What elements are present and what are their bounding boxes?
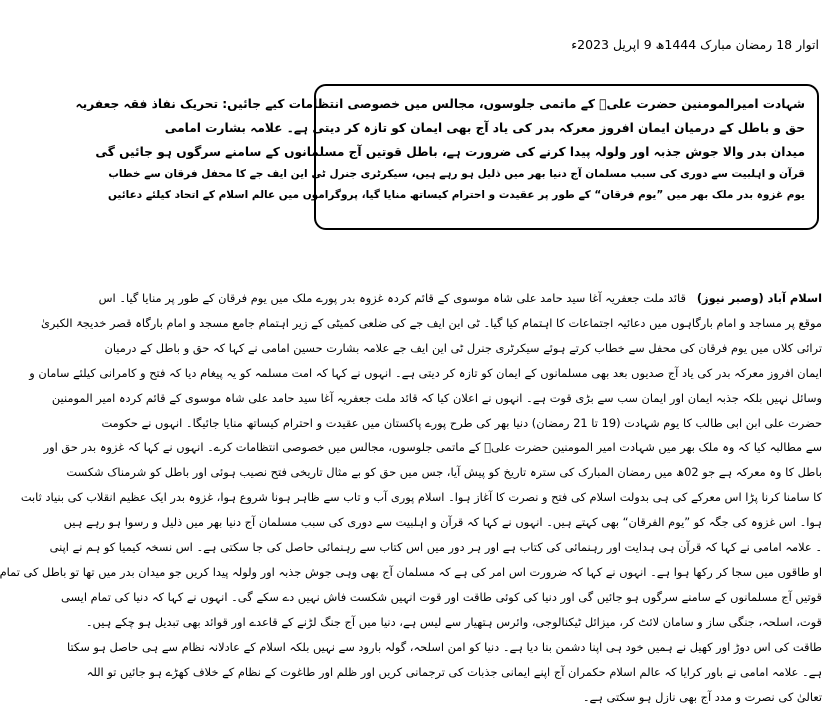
sub-headline: یوم غزوہ بدر ملک بھر میں ”یوم فرقان“ کے طور پر عقیدت و احترام کیساتھ منایا گیا، پروگراموں میں عالم اسلام کے اتحاد کیلئے دعائیں bbox=[326, 185, 805, 206]
article-line: او طاقوں میں سجا کر رکھا ہوا ہے۔ انہوں نے کہا کہ ضرورت اس امر کی ہے کہ مسلمان آج بھی وہی جوش جذبہ اور ولولہ پیدا کریں جو میدان بدر میں تھا تو باطل کی تمام bbox=[312, 560, 822, 585]
article-line: طاقت کی اس دوڑ اور کھیل نے ہمیں خود ہی اپنا دشمن بنا دیا ہے۔ دنیا کو امن اسلحہ، گولہ بارود سے نہیں بلکہ اسلام کے عادلانہ نظام سے ہی حاصل ہو سکتا bbox=[312, 635, 822, 660]
article-line: ہوا۔ اس غزوہ کی جگہ کو ”یوم الفرقان“ بھی کہتے ہیں۔ انہوں نے کہا کہ قرآن و اہلبیت سے دوری کی سبب مسلمان آج دنیا بھر میں ذلیل و رسوا ہو رہے ہیں bbox=[312, 510, 822, 535]
article-line: کا سامنا کرنا پڑا اس معرکے کی ہی بدولت اسلام کی فتح و نصرت کا آغاز ہوا۔ اسلام پوری آب و تاب سے ظاہر ہونا شروع ہوا، غزوہ بدر ایک عظیم انقلاب کی بنیاد ثابت bbox=[312, 485, 822, 510]
headline-summary-box bbox=[314, 84, 819, 230]
article-line: ترائی کلاں میں یوم فرقان کی محفل سے خطاب کرتے ہوئے سیکرٹری جنرل ٹی این ایف جے علامہ بشارت حسین امامی نے کہا کہ حق و باطل کے درمیان bbox=[312, 336, 822, 361]
main-headline: شہادت امیرالمومنین حضرت علیؑ کے ماتمی جلوسوں، مجالس میں خصوصی انتظامات کیے جائیں: تحریک نفاذ فقہ جعفریہ bbox=[326, 92, 805, 116]
article-line: سے مطالبہ کیا کہ وہ ملک بھر میں شہادت امیر المومنین حضرت علیؑ کے ماتمی جلوسوں، مجالس میں خصوصی انتظامات کرے۔ انہوں نے کہا کہ غزوہ بدر حق اور bbox=[312, 435, 822, 460]
article-line: ہے۔ علامہ امامی نے باور کرایا کہ عالم اسلام حکمران آج اپنے ایمانی جذبات کی ترجمانی کریں اور ظلم اور طاغوت کے نظام کے خلاف کھڑے ہو جائیں تو اللہ bbox=[312, 660, 822, 685]
article-line: حضرت علی ابن ابی طالب کا یوم شہادت (19 تا 21 رمضان) دنیا بھر کی طرح پورے پاکستان میں عقیدت و احترام کیساتھ منایا جائیگا۔ انہوں نے حکومت bbox=[312, 411, 822, 436]
article-line: وسائل نہیں بلکہ جذبہ ایمان اور ایمان سب سے بڑی قوت ہے۔ انہوں نے اعلان کیا کہ قائد ملت جعفریہ آغا سید حامد علی شاہ موسوی کے قائم کردہ امیر المومنین bbox=[312, 386, 822, 411]
sub-headline: میدان بدر والا جوش جذبہ اور ولولہ پیدا کرنے کی ضرورت ہے، باطل قوتیں آج مسلمانوں کے سامنے سرگوں ہو جائیں گی bbox=[326, 140, 805, 164]
article-line: اسلام آباد (وصبر نیوز) قائد ملت جعفریہ آغا سید حامد علی شاہ موسوی کے قائم کردہ غزوہ بدر پورے ملک میں یوم فرقان کے طور پر منایا گیا۔ اس bbox=[312, 286, 822, 311]
sub-headline: حق و باطل کے درمیان ایمان افروز معرکہ بدر کی یاد آج بھی ایمان کو تازہ کر دیتی ہے۔ علامہ بشارت امامی bbox=[326, 116, 805, 140]
article-dateline: اسلام آباد (وصبر نیوز) bbox=[697, 291, 822, 305]
article-body bbox=[312, 286, 822, 709]
article-line: ۔ علامہ امامی نے کہا کہ قرآن ہی ہدایت اور رہنمائی کی کتاب ہے اور ہر دور میں اس کتاب سے رہنمائی حاصل کی جا سکتی ہے۔ اس نسخہ کیمیا کو ہم نے اپنی bbox=[312, 535, 822, 560]
article-line: ایمان افروز معرکہ بدر کی یاد آج صدیوں بعد بھی مسلمانوں کے ایمان کو تازہ کر دیتی ہے۔ انہوں نے کہا کہ امت مسلمہ کو یہ پیغام دیا کہ فتح و کامرانی کیلئے سامان و bbox=[312, 361, 822, 386]
article-line: قوت، اسلحہ، جنگی ساز و سامان لائٹ کر، میزائل ٹیکنالوجی، وائرس ہتھیار سے لیس ہے، دنیا میں آج جنگ لڑنے کے قاعدے اور قوائد بھی تبدیل ہو چکے ہیں۔ bbox=[312, 610, 822, 635]
newspaper-clipping bbox=[299, 0, 835, 702]
article-line: باطل کا وہ معرکہ ہے جو 02ھ میں رمضان المبارک کی سترہ تاریخ کو پیش آیا، جس میں حق کو بے مثال تاریخی فتح نصیب ہوئی اور باطل کو شرمناک شکست bbox=[312, 460, 822, 485]
article-line: موقع پر مساجد و امام بارگاہوں میں دعائیہ اجتماعات کا اہتمام کیا گیا۔ ٹی این ایف جے کی ضلعی کمیٹی کے زیر اہتمام جامع مسجد و امام بارگاہ قصر خدیجۃ الکبریٰ bbox=[312, 311, 822, 336]
publication-date: اتوار 18 رمضان مبارک 1444ھ 9 اپریل 2023ء bbox=[315, 36, 819, 54]
sub-headline: قرآن و اہلبیت سے دوری کی سبب مسلمان آج دنیا بھر میں ذلیل ہو رہے ہیں، سیکرٹری جنرل ٹی این ایف جے کا محفل فرقان سے خطاب bbox=[326, 164, 805, 185]
article-line: قوتیں آج مسلمانوں کے سامنے سرگوں ہو جائیں گی اور دنیا کی کوئی طاقت اور قوت انہیں شکست فاش نہیں دے سکے گی۔ انہوں نے کہا کہ دنیا کی تمام ایسی bbox=[312, 585, 822, 610]
article-line: تعالیٰ کی نصرت و مدد آج بھی نازل ہو سکتی ہے۔ bbox=[312, 685, 822, 709]
